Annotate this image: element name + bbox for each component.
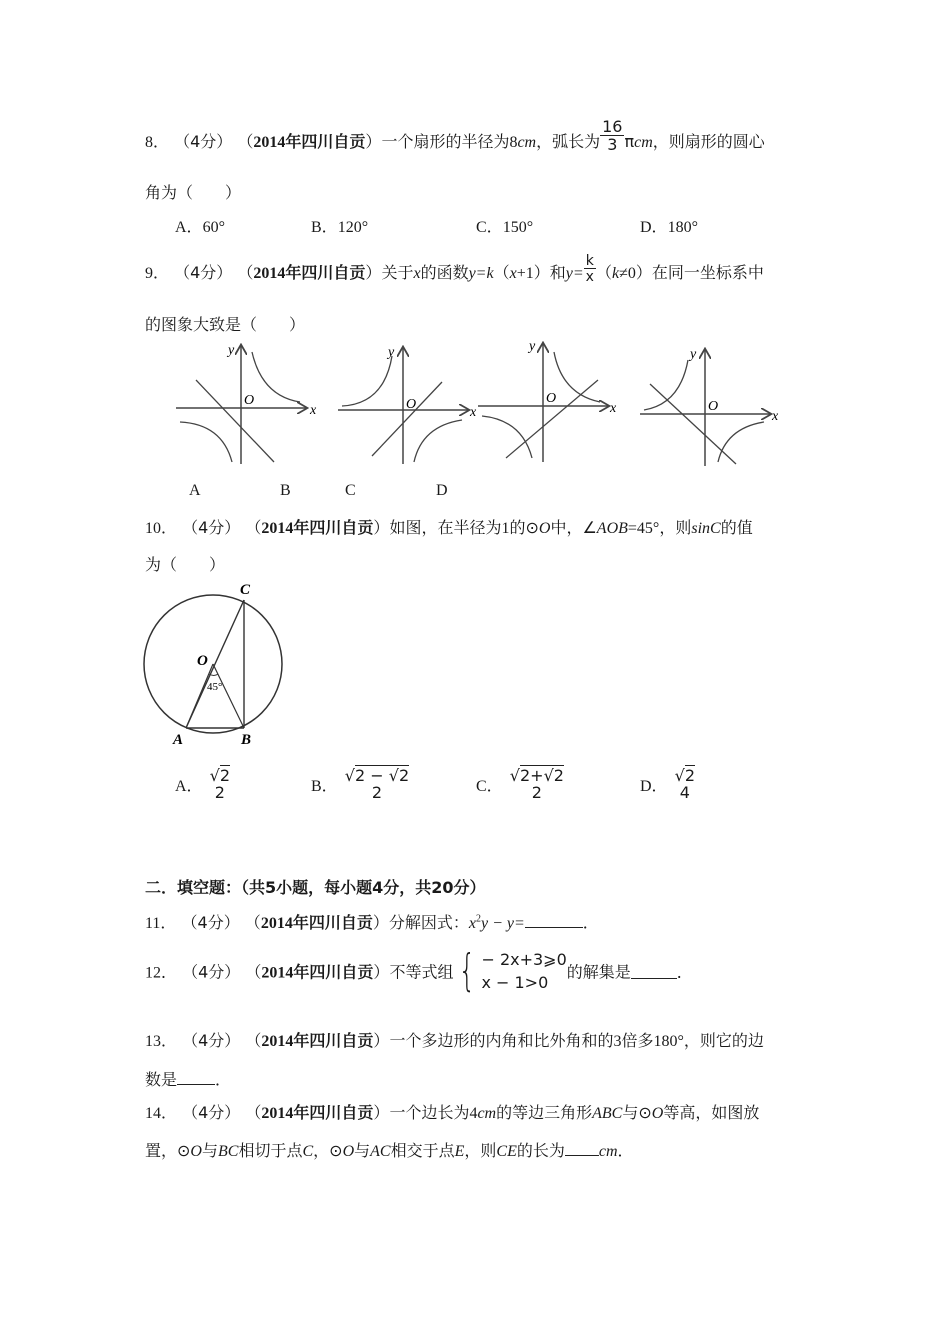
radius-ob [213, 664, 244, 728]
label-o: O [197, 653, 208, 669]
q11-score: （4分） [181, 913, 240, 932]
x-label: x [610, 401, 617, 416]
q13-source: 2014年四川自贡 [261, 1033, 374, 1050]
q14-number: 14． [145, 1105, 178, 1122]
q8-option-a[interactable]: A．60° [175, 219, 225, 236]
q12-score: （4分） [182, 962, 241, 982]
q12-source: 2014年四川自贡 [261, 964, 374, 982]
q10-score: （4分） [182, 518, 241, 537]
origin-label: O [546, 391, 557, 406]
section-note: （共5小题，每小题4分，共20分） [241, 878, 486, 897]
q10-source: 2014年四川自贡 [261, 520, 374, 537]
q9-number: 9． [145, 265, 170, 282]
q9-option-b[interactable]: B [280, 482, 291, 499]
x-label: x [310, 403, 317, 418]
q9-graph-c[interactable] [476, 336, 636, 466]
q8-source: 2014年四川自贡 [253, 134, 366, 151]
hyperbola [414, 420, 462, 462]
q14-score: （4分） [182, 1103, 241, 1122]
q8-option-b[interactable]: B．120° [311, 219, 369, 236]
q11-number: 11． [145, 915, 177, 932]
answer-blank[interactable] [631, 964, 677, 979]
x-label: x [772, 409, 779, 424]
answer-blank[interactable] [565, 1141, 599, 1156]
q8-line1: 8． （4分） （2014年四川自贡）一个扇形的半径为8cm，弧长为 $\frac{16}{3}$ πcm，则扇形的圆心 [145, 116, 765, 154]
inequality-system: − 2x+3⩾0 x − 1>0 [481, 950, 567, 993]
q10-circle-figure [138, 578, 298, 748]
q9-score: （4分） [174, 263, 233, 282]
label-45: 45° [207, 681, 223, 693]
x-label: x [470, 405, 477, 420]
q8-line2: 角为（ ） [145, 183, 242, 202]
q9-option-d[interactable]: D [436, 482, 448, 499]
brace-icon: { [459, 945, 476, 997]
hyperbola [554, 352, 600, 402]
line [196, 380, 274, 462]
q9-option-c[interactable]: C [345, 482, 356, 499]
section-heading [145, 875, 486, 898]
hyperbola [342, 356, 392, 406]
q9-source: 2014年四川自贡 [253, 265, 366, 282]
q13-score: （4分） [182, 1031, 241, 1050]
q13-line2: 数是 ． [145, 1070, 232, 1089]
q13-number: 13． [145, 1033, 178, 1050]
q10-line1: 10． （4分） （2014年四川自贡）如图，在半径为1的⊙O中，∠AOB=45°，则sinC的值 [145, 518, 753, 537]
label-a: A [173, 732, 184, 748]
label-c: C [240, 582, 251, 598]
q11-line: 11． （4分） （2014年四川自贡）分解因式：$x^2y - y=$ ． [145, 913, 599, 932]
q9-line1: 9． （4分） （2014年四川自贡）关于x的函数y=k（x+1）和y= $\frac{k}{x}$ （k≠0）在同一坐标系中 [145, 252, 764, 285]
hyperbola [718, 422, 764, 462]
origin-label: O [244, 393, 255, 408]
q10-option-d[interactable]: D． √2 4 [640, 766, 696, 802]
q12-line: 12． （4分） （2014年四川自贡）不等式组 { − 2x+3⩾0 x − 1>0 的解集是 ． [145, 945, 693, 997]
label-b: B [241, 732, 252, 748]
q12-number: 12． [145, 964, 178, 982]
answer-blank[interactable] [525, 913, 583, 928]
q8-option-c[interactable]: C．150° [476, 219, 534, 236]
q8-option-d[interactable]: D．180° [640, 219, 698, 236]
hyperbola [482, 416, 532, 458]
answer-blank[interactable] [177, 1070, 215, 1085]
q10-option-a[interactable]: A． √2 2 [175, 766, 231, 802]
q9-graph-b[interactable] [332, 338, 492, 468]
hyperbola [252, 352, 300, 402]
q14-line2: 置，⊙O与BC相切于点C，⊙O与AC相交于点E，则CE的长为 cm． [145, 1141, 634, 1160]
q9-line2: 的图象大致是（ ） [145, 315, 306, 334]
line [372, 382, 442, 456]
origin-label: O [406, 397, 417, 412]
y-label: y [228, 343, 235, 358]
q8-fraction: $\frac{16}{3}$ [602, 116, 623, 154]
q9-fraction: $\frac{k}{x}$ [585, 252, 594, 285]
q10-option-b[interactable]: B． √2 − √2 2 [311, 766, 410, 802]
y-label: y [690, 347, 697, 362]
y-label: y [388, 345, 395, 360]
q10-number: 10． [145, 520, 178, 537]
q8-score: （4分） [174, 132, 233, 151]
q9-option-a[interactable]: A [189, 482, 201, 499]
q11-source: 2014年四川自贡 [260, 915, 373, 932]
q14-source: 2014年四川自贡 [261, 1105, 374, 1122]
hyperbola [180, 422, 232, 462]
q9-graph-d[interactable] [636, 340, 796, 470]
q8-number: 8． [145, 134, 170, 151]
origin-label: O [708, 399, 719, 414]
y-label: y [529, 339, 536, 354]
q14-line1: 14． （4分） （2014年四川自贡）一个边长为4cm的等边三角形ABC与⊙O等高，如图放 [145, 1103, 760, 1122]
line [650, 384, 736, 464]
q13-line1: 13． （4分） （2014年四川自贡）一个多边形的内角和比外角和的3倍多180°，则它的边 [145, 1031, 764, 1050]
radius-oa [186, 664, 213, 728]
q10-line2: 为（ ） [145, 555, 226, 574]
q9-graph-a[interactable] [170, 338, 330, 468]
q10-option-c[interactable]: C． √2+√2 2 [476, 766, 564, 802]
section-title: 二．填空题： [145, 878, 242, 897]
